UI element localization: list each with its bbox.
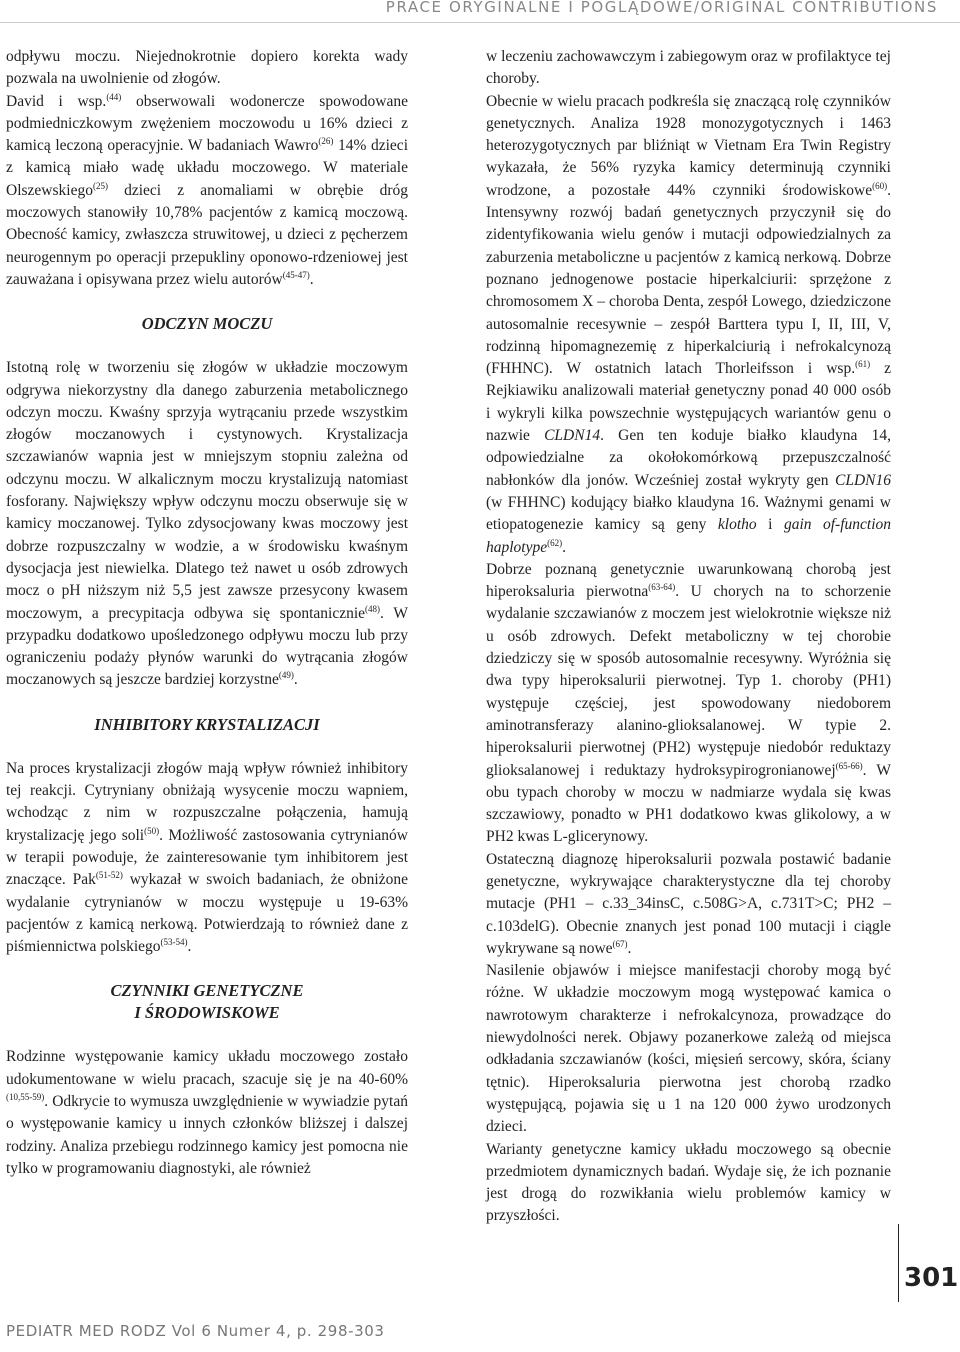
citation: (61): [855, 359, 871, 369]
left-column: [6, 46, 408, 1180]
right-column: [486, 46, 891, 1228]
citation: (44): [106, 91, 122, 102]
journal-footer: PEDIATR MED RODZ Vol 6 Numer 4, p. 298-303: [6, 1322, 385, 1340]
paragraph: w leczeniu zachowawczym i zabiegowym oraz w profilaktyce tej choroby.: [486, 48, 891, 88]
citation: (50): [144, 825, 160, 836]
citation: (25): [92, 180, 108, 191]
gene-name: gain of-function haplotype: [486, 516, 892, 556]
citation: (26): [318, 136, 334, 147]
paragraph: Ostateczną diagnozę hiperoksalurii pozwala postawić badanie genetyczne, wykrywające charakterystyczne dla tej choroby mutacje (PH1 – c.33_34insC, c.508G>A, c.731T>C; PH2 – c.103delG). Obecnie znanych jest ponad 100 mutacji i ciągle wykrywane są nowe$^{(67)}$.: [486, 850, 891, 957]
paragraph: odpływu moczu. Niejednokrotnie dopiero korekta wady pozwala na uwolnienie od złogów.: [6, 48, 408, 88]
gene-name: CLDN14: [544, 427, 601, 445]
section-heading-czynniki: CZYNNIKI GENETYCZNE I ŚRODOWISKOWE: [110, 981, 304, 1023]
page-number-rule: [898, 1224, 899, 1302]
citation: (62): [547, 537, 563, 548]
paragraph: Nasilenie objawów i miejsce manifestacji choroby mogą być różne. W układzie moczowym mogą występować kamica o nawrotowym charakterze i nefrokalcynoza, prowadzące do niewydolności nerek. Objawy pozanerkowe zależą od miejsca odkładania szczawianów (kości, mięsień sercowy, skóra, ściany tętnic). Hiperoksaluria pierwotna jest chorobą rzadko występującą, pojawia się u 1 na 120 000 żywo urodzonych dzieci.: [486, 962, 891, 1136]
citation: (10,55-59): [6, 1091, 45, 1102]
citation: (53-54): [160, 936, 188, 947]
paragraph: Dobrze poznaną genetycznie uwarunkowaną chorobą jest hiperoksaluria pierwotna$^{(63-64)}$. U chorych na to schorzenie wydalanie szczawianów z moczem jest wielokrotnie większe niż u osób zdrowych. Defekt metaboliczny w tej chorobie dziedziczy się w sposób autosomalnie recesywny. Wyróżnia się dwa typy hiperoksalurii pierwotnej. Typ 1. choroby (PH1) występuje częściej, jest spowodowany niedoborem aminotransferazy alanino-glioksalanowej. W typie 2. hiperoksalurii pierwotnej (PH2) występuje niedobór reduktazy glioksalanowej i reduktazy hydroksypirogronianowej$^{(65-66)}$. W obu typach choroby w moczu w nadmiarze wydala się kwas szczawiowy, ponadto w PH1 dodatkowo kwas glikolowy, a w PH2 kwas L-glicerynowy.: [486, 560, 892, 846]
citation: (65-66): [835, 760, 863, 771]
paragraph: Istotną rolę w tworzeniu się złogów w układzie moczowym odgrywa niekorzystny dla danego zaburzenia metabolicznego odczyn moczu. Kwaśny sprzyja wytrącaniu przede wszystkim złogów moczanowych i cystynowych. Krystalizacja szczawianów wapnia jest w mniejszym stopniu zależna od odczynu moczu. W alkalicznym moczu krystalizują natomiast fosforany. Największy wpływ odczynu moczu obserwuje się w kamicy moczanowej. Tylko zdysocjowany kwas moczowy jest dobrze rozpuszczalny w wodzie, a w środowisku kwaśnym dysocjacja jest niewielka. Dlatego też nawet u osób zdrowych mocz o pH niższym niż 5,5 jest zawsze przesycony kwasem moczowym, a precypitacja odbywa się spontanicznie$^{(48)}$. W przypadku dodatkowo upośledzonego odpływu moczu lub przy ograniczeniu podaży płynów warunki do wytrącania złogów moczanowych są jeszcze bardziej korzystne$^{(49)}$.: [6, 359, 408, 689]
paragraph: David i wsp.$^{(44)}$ obserwowali wodonercze spowodowane podmiedniczkowym zwężeniem moczowodu u 16% dzieci z kamicą leczoną operacyjnie. W badaniach Wawro$^{(26)}$ 14% dzieci z kamicą miało wadę układu moczowego. W materiale Olszewskiego$^{(25)}$ dzieci z anomaliami w obrębie dróg moczowych stanowiły 10,78% pacjentów z kamicą moczową. Obecność kamicy, zwłaszcza struwitowej, u dzieci z pęcherzem neurogennym po operacji przepukliny oponowo-rdzeniowej jest zauważana i opisywana przez wielu autorów$^{(45-47)}$.: [6, 91, 408, 288]
section-heading-odczyn-moczu: ODCZYN MOCZU: [141, 314, 273, 334]
citation: (51-52): [95, 870, 123, 881]
running-header: [0, 0, 960, 23]
citation: (45-47): [282, 269, 310, 280]
paragraph: Rodzinne występowanie kamicy układu moczowego zostało udokumentowane w wielu pracach, szacuje się je na 40-60%$^{(10,55-59)}$. Odkrycie to wymusza uwzględnienie w wywiadzie pytań o występowanie kamicy u innych członków bliższej i dalszej rodziny. Analiza przebiegu rodzinnego kamicy jest pomocna nie tylko w programowaniu diagnostyki, ale również: [6, 1048, 408, 1177]
section-heading-inhibitory: INHIBITORY KRYSTALIZACJI: [94, 714, 320, 734]
paragraph: Warianty genetyczne kamicy układu moczowego są obecnie przedmiotem dynamicznych badań. Wydaje się, że ich poznanie jest drogą do rozwikłania wielu problemów kamicy w przyszłości.: [486, 1140, 891, 1225]
citation: (63-64): [648, 581, 676, 592]
gene-name: CLDN16: [835, 471, 891, 489]
citation: (49): [278, 670, 294, 681]
paragraph: Obecnie w wielu pracach podkreśla się znaczącą rolę czynników genetycznych. Analiza 1928 monozygotycznych i 1463 heterozygotycznych par bliźniąt w Vietnam Era Twin Registry wykazała, że 56% ryzyka kamicy determinują czynniki wrodzone, a pozostałe 44% czynniki środowiskowe$^{(60)}$. Intensywny rozwój badań genetycznych przyczynił się do zidentyfikowania wielu genów i mutacji odpowiedzialnych za zaburzenia metaboliczne u pacjentów z kamicą nerkową. Dobrze poznano jednogenowe postacie hiperkalciurii: sprzężone z chromosomem X – choroba Denta, zespół Lowego, dziedziczone autosomalnie recesywnie – zespół Barttera typu I, II, III, V, rodzinną hipomagnezemię z hiperkalciurią i nefrokalcynozą (FHHNC). W ostatnich latach Thorleifsson i wsp.$^{(61)}$ z Rejkiawiku analizowali materiał genetyczny ponad 40 000 osób i wykryli kilka powszechnie występujących wariantów genu o nazwie CLDN14. Gen ten koduje białko klaudyna 14, odpowiedzialne za okołokomórkową przepuszczalność nabłonków dla jonów. Wcześniej został wykryty gen CLDN16 (w FHHNC) kodujący białko klaudyna 16. Ważnymi genami w etiopatogenezie kamicy są geny klotho i gain of-function haplotype$^{(62)}$.: [486, 92, 892, 556]
citation: (67): [612, 938, 628, 949]
citation: (60): [872, 180, 888, 191]
paragraph: Na proces krystalizacji złogów mają wpływ również inhibitory tej reakcji. Cytryniany obniżają wysycenie moczu wapniem, wchodząc z nim w rozpuszczalne połączenia, hamują krystalizację jego soli$^{(50)}$. Możliwość zastosowania cytrynianów w terapii powoduje, że zainteresowanie tym inhibitorem jest znaczące. Pak$^{(51-52)}$ wykazał w swoich badaniach, że obniżone wydalanie cytrynianów w moczu występuje u 19-63% pacjentów z kamicą nerkową. Potwierdzają to również dane z piśmiennictwa polskiego$^{(53-54)}$.: [6, 759, 408, 956]
citation: (48): [365, 603, 381, 614]
running-header-title: PRACE ORYGINALNE I POGLĄDOWE/ORIGINAL CONTRIBUTIONS: [385, 0, 938, 16]
gene-name: klotho: [717, 516, 757, 534]
page-number: 301: [904, 1263, 959, 1293]
